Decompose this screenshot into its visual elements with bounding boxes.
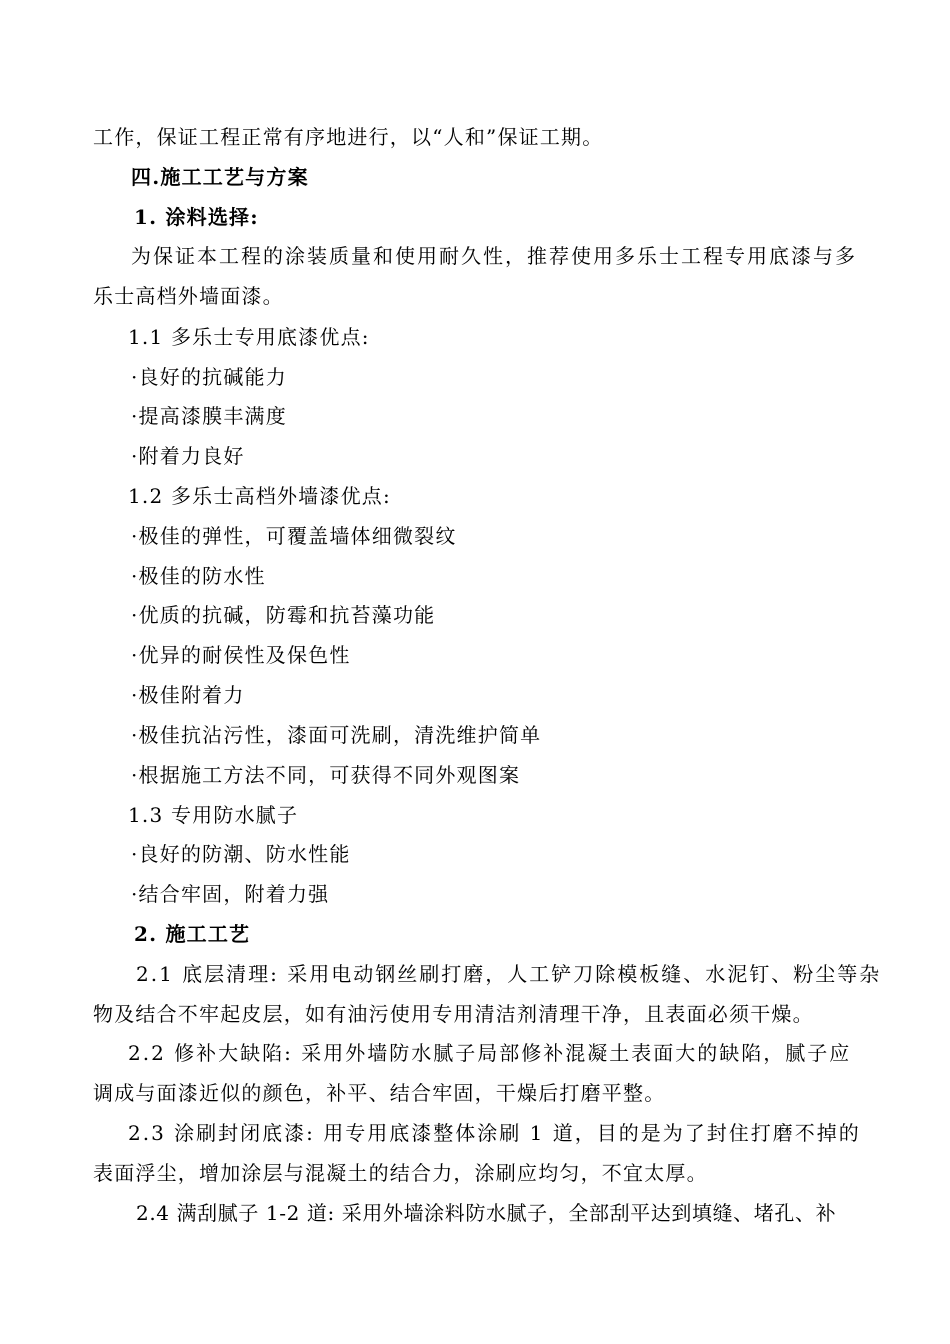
list-item: ·极佳附着力 — [131, 683, 245, 707]
paragraph-line: 2.3 涂刷封闭底漆: 用专用底漆整体涂刷 1 道，目的是为了封住打磨不掉的 — [128, 1121, 861, 1145]
list-item: ·极佳抗沾污性，漆面可洗刷，清洗维护简单 — [131, 723, 542, 747]
paragraph-line: 2.2 修补大缺陷: 采用外墙防水腻子局部修补混凝土表面大的缺陷，腻子应 — [128, 1041, 852, 1065]
continuation-text: 工作，保证工程正常有序地进行，以“人和”保证工期。 — [93, 125, 604, 149]
list-item: ·附着力良好 — [131, 444, 245, 468]
list-item: ·结合牢固，附着力强 — [131, 882, 330, 906]
list-item: ·极佳的弹性，可覆盖墙体细微裂纹 — [131, 524, 457, 548]
paragraph-line: 调成与面漆近似的颜色，补平、结合牢固，干燥后打磨平整。 — [93, 1081, 666, 1105]
subsection-heading-coating-selection: 1. 涂料选择: — [134, 205, 259, 229]
list-item: ·良好的防潮、防水性能 — [131, 842, 351, 866]
paragraph-line: 乐士高档外墙面漆。 — [93, 284, 284, 308]
list-item: ·良好的抗碱能力 — [131, 365, 287, 389]
list-item: ·优异的耐侯性及保色性 — [131, 643, 351, 667]
list-item: ·极佳的防水性 — [131, 564, 266, 588]
list-title-putty: 1.3 专用防水腻子 — [128, 803, 299, 827]
section-heading: 四.施工工艺与方案 — [131, 165, 309, 189]
list-item: ·提高漆膜丰满度 — [131, 404, 287, 428]
list-title-topcoat: 1.2 多乐士高档外墙漆优点: — [128, 484, 391, 508]
paragraph-line: 2.1 底层清理: 采用电动钢丝刷打磨，人工铲刀除模板缝、水泥钉、粉尘等杂 — [136, 962, 882, 986]
list-item: ·根据施工方法不同，可获得不同外观图案 — [131, 763, 521, 787]
paragraph-line: 物及结合不牢起皮层，如有油污使用专用清洁剂清理干净，且表面必须干燥。 — [93, 1002, 814, 1026]
subsection-heading-process: 2. 施工工艺 — [134, 922, 251, 946]
paragraph-line: 2.4 满刮腻子 1-2 道: 采用外墙涂料防水腻子，全部刮平达到填缝、堵孔、补 — [136, 1201, 837, 1225]
paragraph-line: 表面浮尘，增加涂层与混凝土的结合力，涂刷应均匀，不宜太厚。 — [93, 1161, 708, 1185]
list-item: ·优质的抗碱，防霉和抗苔藻功能 — [131, 603, 436, 627]
paragraph-line: 为保证本工程的涂装质量和使用耐久性，推荐使用多乐士工程专用底漆与多 — [131, 244, 857, 268]
list-title-primer: 1.1 多乐士专用底漆优点: — [128, 325, 370, 349]
